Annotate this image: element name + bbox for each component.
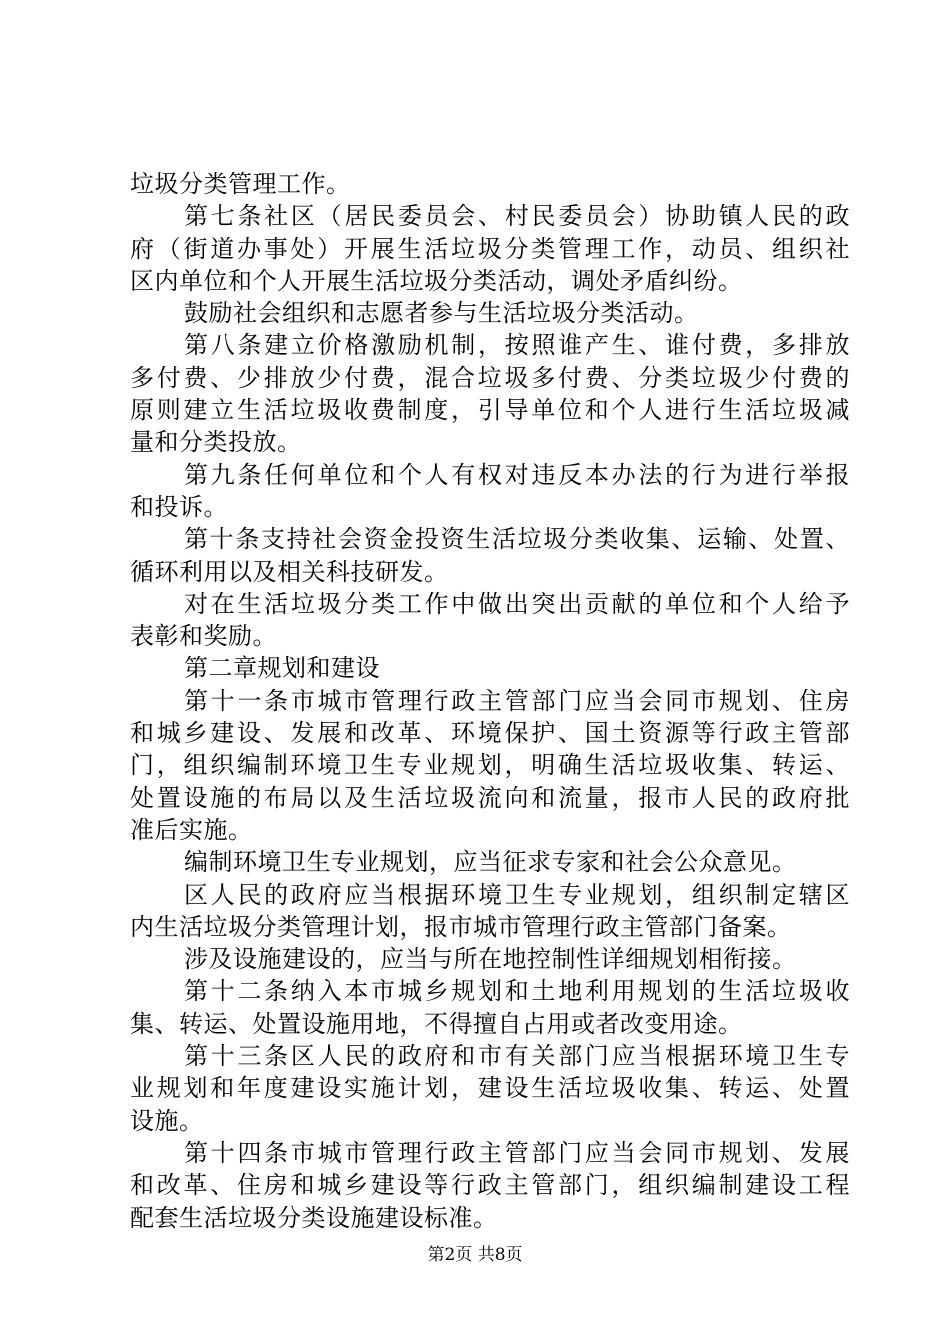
text-line: 第十四条市城市管理行政主管部门应当会同市规划、发展 (184, 1138, 850, 1167)
text-line: 内生活垃圾分类管理计划，报市城市管理行政主管部门备案。 (130, 912, 792, 941)
text-line: 集、转运、处置设施用地，不得擅自占用或者改变用途。 (130, 1009, 743, 1038)
text-line: 区人民的政府应当根据环境卫生专业规划，组织制定辖区 (184, 880, 850, 909)
text-line: 和改革、住房和城乡建设等行政主管部门，组织编制建设工程 (130, 1171, 850, 1200)
text-line: 第十一条市城市管理行政主管部门应当会同市规划、住房 (184, 686, 850, 715)
text-line: 第十条支持社会资金投资生活垃圾分类收集、运输、处置、 (184, 525, 850, 554)
text-line: 业规划和年度建设实施计划，建设生活垃圾收集、转运、处置 (130, 1074, 850, 1103)
text-line: 第十二条纳入本市城乡规划和土地利用规划的生活垃圾收 (184, 977, 850, 1006)
text-line: 准后实施。 (130, 815, 253, 844)
text-line: 和投诉。 (130, 492, 228, 521)
text-line: 门，组织编制环境卫生专业规划，明确生活垃圾收集、转运、 (130, 751, 850, 780)
text-line: 第九条任何单位和个人有权对违反本办法的行为进行举报 (184, 460, 850, 489)
text-line: 鼓励社会组织和志愿者参与生活垃圾分类活动。 (184, 299, 699, 328)
text-line: 第二章规划和建设 (184, 654, 380, 683)
text-line: 第十三条区人民的政府和市有关部门应当根据环境卫生专 (184, 1042, 850, 1071)
text-line: 原则建立生活垃圾收费制度，引导单位和个人进行生活垃圾减 (130, 396, 850, 425)
text-line: 垃圾分类管理工作。 (130, 170, 351, 198)
text-line: 第八条建立价格激励机制，按照谁产生、谁付费，多排放 (184, 331, 850, 360)
page-footer: 第2页 共8页 (427, 1245, 523, 1265)
text-line: 府（街道办事处）开展生活垃圾分类管理工作，动员、组织社 (130, 234, 850, 263)
text-line: 处置设施的布局以及生活垃圾流向和流量，报市人民的政府批 (130, 783, 850, 812)
text-line: 和城乡建设、发展和改革、环境保护、国土资源等行政主管部 (130, 719, 850, 748)
text-line: 涉及设施建设的，应当与所在地控制性详细规划相衔接。 (184, 945, 797, 974)
text-line: 循环利用以及相关科技研发。 (130, 557, 449, 586)
text-line: 第七条社区（居民委员会、村民委员会）协助镇人民的政 (184, 202, 850, 231)
text-line: 表彰和奖励。 (130, 622, 277, 651)
text-line: 区内单位和个人开展生活垃圾分类活动，调处矛盾纠纷。 (130, 266, 743, 295)
text-line: 设施。 (130, 1106, 204, 1135)
text-line: 配套生活垃圾分类设施建设标准。 (130, 1203, 498, 1232)
text-line: 编制环境卫生专业规划，应当征求专家和社会公众意见。 (184, 848, 797, 877)
text-line: 对在生活垃圾分类工作中做出突出贡献的单位和个人给予 (184, 589, 850, 618)
text-line: 量和分类投放。 (130, 428, 302, 457)
text-line: 多付费、少排放少付费，混合垃圾多付费、分类垃圾少付费的 (130, 363, 850, 392)
document-body (130, 168, 850, 1234)
